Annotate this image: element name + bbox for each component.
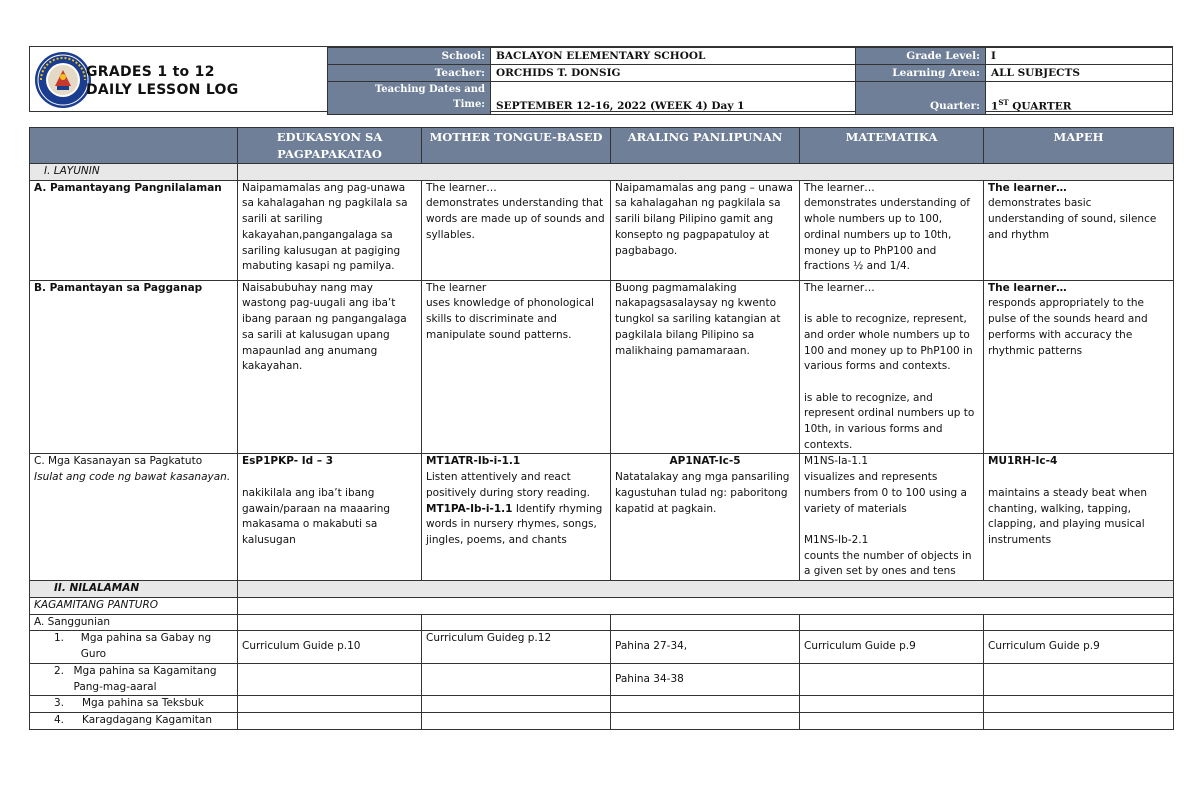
row-b-math (800, 280, 984, 454)
quarter-rest: QUARTER (1008, 100, 1072, 112)
row-c-esp-gap (242, 470, 417, 486)
ref-row-kagamitang (30, 663, 1174, 695)
kagamitan-label: KAGAMITANG PANTURO (30, 598, 238, 615)
row-c-mtb-text2: Identify rhyming words in nursery rhymes, songs, jingles, poems, and chants (426, 502, 603, 546)
row-c-mtb-code1: MT1ATR-Ib-i-1.1 (426, 455, 521, 468)
ref-row-gabay (30, 631, 1174, 663)
ref-4-mapeh (984, 712, 1174, 729)
row-c-math (800, 454, 984, 581)
layunin-fill (238, 164, 1174, 181)
sanggunian-esp (238, 614, 422, 631)
row-a-mtb (422, 180, 611, 280)
row-c-ap-code: AP1NAT-Ic-5 (669, 455, 741, 468)
header-blank-cell (30, 128, 238, 164)
school-label: School: (328, 48, 491, 65)
dates-value: SEPTEMBER 12-16, 2022 (WEEK 4) Day 1 (491, 82, 856, 115)
ref-1-mtb: Curriculum Guideg p.12 (422, 631, 611, 663)
row-c-mtb-text1: Listen attentively and react positively during story reading. (426, 471, 590, 499)
row-c-ap (611, 454, 800, 581)
quarter-num: 1 (991, 100, 999, 112)
teacher-label: Teacher: (328, 65, 491, 82)
row-b-mtb-intro: The learner (426, 281, 487, 294)
row-b-label: B. Pamantayan sa Pagganap (30, 280, 238, 454)
row-b-esp: Naisabubuhay nang may wastong pag-uugali ang iba’t ibang paraan ng pangangalaga sa sarili at kalusugan upang mapaunlad ang anumang kakayahan. (238, 280, 422, 454)
ref-3-mtb (422, 696, 611, 713)
ref-3-text: Mga pahina sa Teksbuk (82, 697, 204, 710)
sanggunian-mtb (422, 614, 611, 631)
sanggunian-label: A. Sanggunian (30, 614, 238, 631)
ref-1-label (30, 631, 238, 663)
row-c-esp-code: EsP1PKP- Id – 3 (242, 455, 334, 468)
row-c-ap-text: Natatalakay ang mga pansariling kagustuhan tulad ng: paboritong kapatid at pagkain. (615, 471, 790, 515)
ref-1-math: Curriculum Guide p.9 (800, 631, 984, 663)
dll-header (29, 46, 1173, 112)
row-c-label: C. Mga Kasanayan sa Pagkatuto (34, 455, 203, 468)
info-table (327, 47, 1173, 115)
dates-label-line2: Time: (453, 99, 485, 110)
row-b-math-text1: is able to recognize, represent, and order whole numbers up to 100 and money up to PhP100 in various forms and contexts. (804, 313, 973, 373)
ref-3-math (800, 696, 984, 713)
row-pamantayan-sa-pagganap (30, 280, 1174, 454)
dll-title (86, 63, 239, 99)
row-c-mapeh (984, 454, 1174, 581)
deped-seal-icon (33, 50, 93, 110)
subject-ap: ARALING PANLIPUNAN (611, 128, 800, 164)
row-b-mtb (422, 280, 611, 454)
ref-2-num: 2. (54, 664, 65, 677)
ref-3-ap (611, 696, 800, 713)
row-a-math-intro: The learner… (804, 181, 875, 194)
row-a-math (800, 180, 984, 280)
sanggunian-row (30, 614, 1174, 631)
row-b-math-intro: The learner… (804, 281, 875, 294)
subject-mtb: MOTHER TONGUE-BASED (422, 128, 611, 164)
ref-3-mapeh (984, 696, 1174, 713)
dates-label-line1: Teaching Dates and (374, 84, 485, 95)
row-c-math-text1: visualizes and represents numbers from 0 to 100 using a variety of materials (804, 471, 967, 515)
row-c-mtb-code2: MT1PA-Ib-i-1.1 (426, 502, 513, 515)
ref-row-teksbuk (30, 696, 1174, 713)
row-pamantayang-pangnilalaman (30, 180, 1174, 280)
ref-4-esp (238, 712, 422, 729)
ref-1-mapeh: Curriculum Guide p.9 (984, 631, 1174, 663)
layunin-row (30, 164, 1174, 181)
ref-2-math (800, 663, 984, 695)
nilalaman-label: II. NILALAMAN (30, 581, 238, 598)
ref-4-text: Karagdagang Kagamitan (82, 713, 212, 726)
dll-title-line1: GRADES 1 to 12 (86, 64, 215, 80)
subject-math: MATEMATIKA (800, 128, 984, 164)
row-b-mapeh-intro: The learner… (988, 281, 1067, 294)
ref-4-label (30, 712, 238, 729)
ref-1-esp: Curriculum Guide p.10 (238, 631, 422, 663)
dll-title-line2: DAILY LESSON LOG (86, 82, 239, 98)
sanggunian-mapeh (984, 614, 1174, 631)
sanggunian-math (800, 614, 984, 631)
row-a-mtb-intro: The learner… (426, 181, 497, 194)
quarter-label: Quarter: (856, 82, 986, 115)
ref-4-math (800, 712, 984, 729)
row-b-ap: Buong pagmamalaking nakapagsasalaysay ng kwento tungkol sa sariling katangian at pagkilala bilang Pilipino sa malikhaing pamamaraan. (611, 280, 800, 454)
ref-2-mapeh (984, 663, 1174, 695)
row-c-sublabel: Isulat ang code ng bawat kasanayan. (34, 471, 231, 484)
teacher-value: ORCHIDS T. DONSIG (491, 65, 856, 82)
row-a-mapeh (984, 180, 1174, 280)
ref-3-esp (238, 696, 422, 713)
ref-1-text: Mga pahina sa Gabay ng Guro (80, 632, 212, 661)
ref-3-label (30, 696, 238, 713)
ref-4-ap (611, 712, 800, 729)
ref-2-mtb (422, 663, 611, 695)
ref-3-num: 3. (54, 697, 65, 710)
row-c-mtb-line2 (426, 502, 606, 549)
grade-value: I (986, 48, 1173, 65)
row-a-mapeh-intro: The learner… (988, 181, 1067, 194)
ref-row-karagdagang (30, 712, 1174, 729)
subject-mapeh: MAPEH (984, 128, 1174, 164)
ref-2-text: Mga pahina sa Kagamitang Pang-mag-aaral (73, 664, 217, 693)
kagamitan-row (30, 598, 1174, 615)
row-kasanayan (30, 454, 1174, 581)
ref-4-mtb (422, 712, 611, 729)
row-c-math-gap (804, 517, 979, 533)
row-a-label: A. Pamantayang Pangnilalaman (30, 180, 238, 280)
lesson-log-table (29, 127, 1174, 730)
nilalaman-fill (238, 581, 1174, 598)
row-a-ap: Naipamamalas ang pang – unawa sa kahalagahan ng pagkilala sa sarili bilang Pilipino gamit ang konsepto ng pagpapatuloy at pagbabago. (611, 180, 800, 280)
row-b-mtb-text: uses knowledge of phonological skills to discriminate and manipulate sound patterns. (426, 297, 594, 341)
row-a-esp: Naipamamalas ang pag-unawa sa kahalagahan ng pagkilala sa sarili at sariling kakayahan,pangangalaga sa sariling kalusugan at pagiging mabuting kasapi ng pamilya. (238, 180, 422, 280)
row-b-math-text2: is able to recognize, and represent ordinal numbers up to 10th, in various forms and contexts. (804, 391, 975, 451)
row-c-math-code2: M1NS-Ib-2.1 (804, 533, 869, 546)
dates-label (328, 82, 491, 115)
row-a-mtb-text: demonstrates understanding that words are made up of sounds and syllables. (426, 197, 605, 241)
sanggunian-ap (611, 614, 800, 631)
row-c-math-text2: counts the number of objects in a given set by ones and tens (804, 549, 972, 578)
subject-header-row (30, 128, 1174, 164)
row-c-label-cell (30, 454, 238, 581)
row-c-esp (238, 454, 422, 581)
ref-2-ap: Pahina 34-38 (611, 663, 800, 695)
row-c-mapeh-text: maintains a steady beat when chanting, walking, tapping, clapping, and playing musical instruments (988, 486, 1148, 546)
row-c-mtb (422, 454, 611, 581)
row-a-math-text: demonstrates understanding of whole numbers up to 100, ordinal numbers up to 10th, money up to PhP100 and fractions ½ and 1/4. (804, 197, 970, 273)
quarter-sup: ST (998, 97, 1009, 107)
row-b-mapeh (984, 280, 1174, 454)
school-value: BACLAYON ELEMENTARY SCHOOL (491, 48, 856, 65)
row-b-math-gap2 (804, 375, 979, 391)
ref-2-esp (238, 663, 422, 695)
ref-2-label (30, 663, 238, 695)
row-c-esp-text: nakikilala ang iba’t ibang gawain/paraan na maaaring makasama o makabuti sa kalusugan (242, 486, 391, 546)
area-value: ALL SUBJECTS (986, 65, 1173, 82)
ref-1-ap: Pahina 27-34, (611, 631, 800, 663)
row-c-mapeh-code: MU1RH-Ic-4 (988, 455, 1058, 468)
grade-label: Grade Level: (856, 48, 986, 65)
row-a-mapeh-text: demonstrates basic understanding of sound, silence and rhythm (988, 197, 1157, 241)
ref-1-num: 1. (54, 632, 65, 645)
row-c-mapeh-gap (988, 470, 1169, 486)
nilalaman-row (30, 581, 1174, 598)
quarter-value (986, 82, 1173, 115)
subject-esp: EDUKASYON SA PAGPAPAKATAO (238, 128, 422, 164)
row-b-mapeh-text: responds appropriately to the pulse of the sounds heard and performs with accuracy the rhythmic patterns (988, 297, 1148, 357)
area-label: Learning Area: (856, 65, 986, 82)
layunin-label: I. LAYUNIN (30, 164, 238, 181)
ref-4-num: 4. (54, 713, 65, 726)
kagamitan-fill (238, 598, 1174, 615)
row-c-math-code1: M1NS-Ia-1.1 (804, 455, 869, 468)
row-b-math-gap1 (804, 296, 979, 312)
